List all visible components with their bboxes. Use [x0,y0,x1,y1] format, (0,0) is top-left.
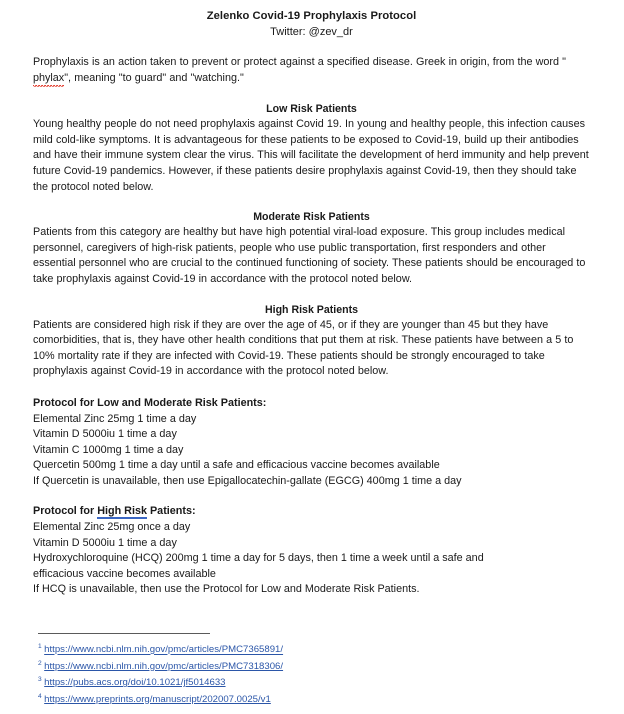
grammar-flagged-phrase: High Risk [97,505,147,518]
section-heading-moderate-risk: Moderate Risk Patients [253,211,370,224]
document-subtitle: Twitter: @zev_dr [270,26,353,38]
protocol-item: Vitamin D 5000iu 1 time a day [33,428,177,441]
footnote-number: 2 [38,659,42,667]
footnote-number: 4 [38,692,42,700]
protocol-item: Elemental Zinc 25mg once a day [33,521,191,534]
spacer [33,489,590,504]
footnote-list [33,640,590,706]
footnote-link[interactable]: https://www.ncbi.nlm.nih.gov/pmc/articles/PMC7365891/ [44,644,284,656]
spacer [33,87,590,102]
protocol-item: Elemental Zinc 25mg 1 time a day [33,412,197,425]
footnote-item [33,690,590,706]
protocol-item: Vitamin D 5000iu 1 time a day [33,536,177,549]
section-body-high-risk: Patients are considered high risk if they are over the age of 45, or if they are younger than 45 but they have comorbidities, that is, they have other health conditions that put them at risk. These patients have between a 5 to 10% mortality rate if they are infected with Covid-19. These patients should be strongly encouraged to take prophylaxis against Covid-19 in accordance with the protocol noted below. [33,318,574,378]
spacer [33,40,590,55]
protocol-heading-suffix: Patients: [146,505,196,518]
section-body-moderate-risk: Patients from this category are healthy but have high potential viral-load exposure. This group includes medical personnel, caregivers of high-risk patients, people who use public transportation, first responders and other essential personnel who are crucial to the continued functioning of society. These patients should be encouraged to take prophylaxis against Covid-19 in accordance with the protocol noted below. [33,226,586,285]
document-title: Zelenko Covid-19 Prophylaxis Protocol [206,10,417,22]
footnote-item [33,673,590,689]
spacer [33,195,590,210]
protocol-heading-high-risk [33,504,590,520]
protocol-heading-low-moderate: Protocol for Low and Moderate Risk Patients: [33,396,267,409]
spellcheck-flagged-word: phylax [33,71,64,88]
spacer [33,380,590,396]
footnote-item [33,657,590,673]
footnote-link[interactable]: https://www.preprints.org/manuscript/202007.0025/v1 [44,693,271,705]
protocol-item: Hydroxychloroquine (HCQ) 200mg 1 time a day for 5 days, then 1 time a week until a safe and [33,552,484,565]
protocol-heading-prefix: Protocol for [33,505,98,518]
footnote-link[interactable]: https://www.ncbi.nlm.nih.gov/pmc/articles/PMC7318306/ [44,661,284,673]
protocol-item: If Quercetin is unavailable, then use Epigallocatechin-gallate (EGCG) 400mg 1 time a day [33,474,462,487]
intro-paragraph [33,55,590,87]
footnote-number: 3 [38,676,42,684]
protocol-item: If HCQ is unavailable, then use the Protocol for Low and Moderate Risk Patients. [33,583,420,596]
footnote-number: 1 [38,643,42,651]
footnote-separator [38,633,210,634]
footnote-link[interactable]: https://pubs.acs.org/doi/10.1021/jf5014633 [44,677,226,689]
protocol-item: efficacious vaccine becomes available [33,567,216,580]
footnote-item [33,640,590,656]
spacer [33,288,590,303]
intro-text-part1: Prophylaxis is an action taken to prevent or protect against a specified disease. Greek in origin, from the word " [33,56,567,68]
protocol-item: Quercetin 500mg 1 time a day until a safe and efficacious vaccine becomes available [33,459,440,472]
section-body-low-risk: Young healthy people do not need prophylaxis against Covid 19. In young and healthy people, this infection causes mild cold-like symptoms. It is advantageous for these patients to be exposed to Covid-19, build up their antibodies and have their immune system clear the virus. This will facilitate the development of herd immunity and help prevent future Covid-19 pandemics. However, if these patients desire prophylaxis against Covid-19, then they should take the protocol noted below. [33,118,589,193]
section-heading-high-risk: High Risk Patients [264,303,358,316]
footnote-area [33,633,590,706]
protocol-item: Vitamin C 1000mg 1 time a day [33,443,184,456]
section-heading-low-risk: Low Risk Patients [266,103,357,116]
intro-text-part2: ", meaning "to guard" and "watching." [64,71,244,84]
